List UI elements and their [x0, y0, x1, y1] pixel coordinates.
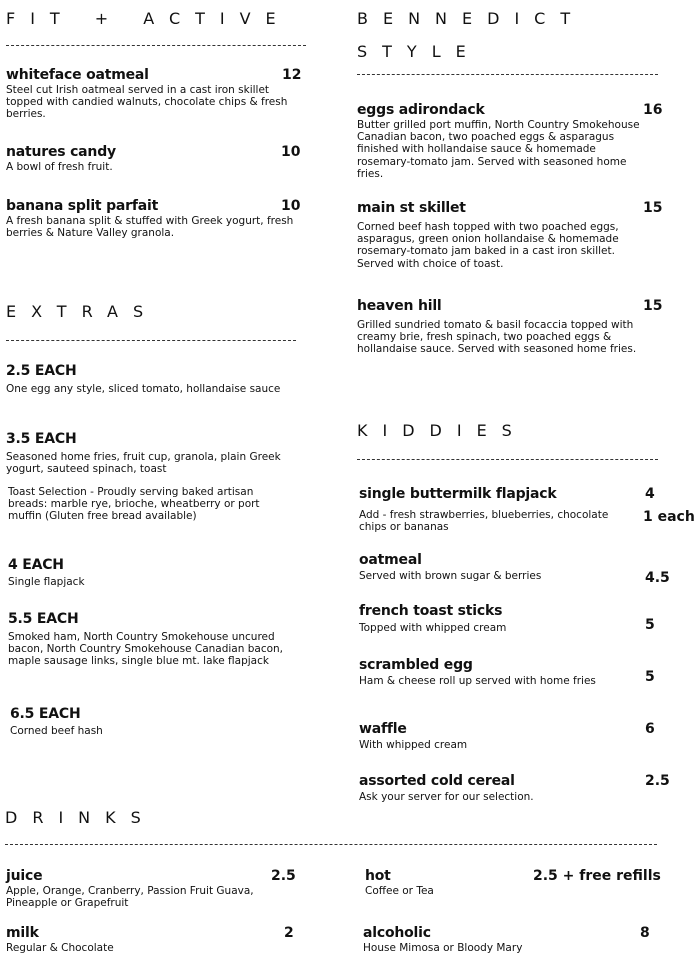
section-divider — [6, 45, 306, 46]
item-name-french-toast-sticks: french toast sticks — [359, 603, 503, 619]
item-name-heaven-hill: heaven hill — [357, 298, 442, 314]
item-name-eggs-adirondack: eggs adirondack — [357, 102, 485, 118]
item-desc-whiteface-oatmeal: Steel cut Irish oatmeal served in a cast iron skillet topped with candied walnuts, chocolate chips & fresh berries. — [6, 84, 288, 121]
item-name-assorted-cold-cereal: assorted cold cereal — [359, 773, 515, 789]
item-name-banana-split-parfait: banana split parfait — [6, 198, 159, 214]
section-title-extras: EXTRAS — [6, 302, 159, 321]
extras-desc-toast-selection: Toast Selection - Proudly serving baked artisan breads: marble rye, brioche, wheatberry or port muffin (Gluten free bread available) — [8, 486, 260, 523]
extras-desc-6-5: Corned beef hash — [10, 725, 103, 737]
item-price-flapjack-addon: 1 each — [643, 509, 695, 525]
item-name-scrambled-egg: scrambled egg — [359, 657, 473, 673]
item-desc-eggs-adirondack: Butter grilled port muffin, North Country Smokehouse Canadian bacon, two poached eggs & asparagus finished with hollandaise sauce & homemade rosemary-tomato jam. Served with seasoned home fries. — [357, 119, 640, 180]
item-price-natures-candy: 10 — [281, 144, 301, 160]
item-desc-assorted-cold-cereal: Ask your server for our selection. — [359, 791, 534, 803]
extras-label-6-5: 6.5 EACH — [10, 706, 81, 722]
item-name-alcoholic: alcoholic — [363, 925, 431, 941]
item-price-juice: 2.5 — [271, 868, 296, 884]
item-price-waffle: 6 — [645, 721, 655, 737]
item-price-eggs-adirondack: 16 — [643, 102, 663, 118]
section-title-kiddies: KIDDIES — [357, 421, 527, 440]
item-desc-scrambled-egg: Ham & cheese roll up served with home fries — [359, 675, 596, 687]
section-title-benedict-line2: STYLE — [357, 42, 481, 61]
extras-desc-3-5: Seasoned home fries, fruit cup, granola, plain Greek yogurt, sauteed spinach, toast — [6, 451, 281, 476]
item-price-assorted-cold-cereal: 2.5 — [645, 773, 670, 789]
section-divider — [6, 340, 296, 341]
item-desc-banana-split-parfait: A fresh banana split & stuffed with Greek yogurt, fresh berries & Nature Valley granola. — [6, 215, 294, 240]
item-name-natures-candy: natures candy — [6, 144, 116, 160]
item-desc-main-st-skillet: Corned beef hash topped with two poached eggs, asparagus, green onion hollandaise & homemade rosemary-tomato jam baked in a cast iron skillet. Served with choice of toast. — [357, 221, 619, 270]
item-name-milk: milk — [6, 925, 39, 941]
item-price-french-toast-sticks: 5 — [645, 617, 655, 633]
extras-label-3-5: 3.5 EACH — [6, 431, 77, 447]
extras-desc-4: Single flapjack — [8, 576, 85, 588]
item-price-alcoholic: 8 — [640, 925, 650, 941]
item-desc-single-buttermilk-flapjack: Add - fresh strawberries, blueberries, chocolate chips or bananas — [359, 509, 609, 534]
section-title-fit-active: FIT + ACTIVE — [6, 9, 291, 28]
item-price-heaven-hill: 15 — [643, 298, 663, 314]
item-desc-milk: Regular & Chocolate — [6, 942, 114, 954]
item-name-juice: juice — [6, 868, 43, 884]
item-price-whiteface-oatmeal: 12 — [282, 67, 302, 83]
item-price-scrambled-egg: 5 — [645, 669, 655, 685]
item-desc-natures-candy: A bowl of fresh fruit. — [6, 161, 113, 173]
item-price-hot: 2.5 + free refills — [533, 868, 661, 884]
item-desc-juice: Apple, Orange, Cranberry, Passion Fruit Guava, Pineapple or Grapefruit — [6, 885, 254, 910]
section-divider — [5, 844, 657, 845]
extras-desc-5-5: Smoked ham, North Country Smokehouse uncured bacon, North Country Smokehouse Canadian bacon, maple sausage links, single blue mt. lake flapjack — [8, 631, 284, 668]
extras-label-5-5: 5.5 EACH — [8, 611, 79, 627]
section-title-benedict-line1: BENNEDICT — [357, 9, 586, 28]
section-title-drinks: DRINKS — [5, 808, 156, 827]
item-name-single-buttermilk-flapjack: single buttermilk flapjack — [359, 486, 557, 502]
item-desc-alcoholic: House Mimosa or Bloody Mary — [363, 942, 523, 954]
item-name-kids-oatmeal: oatmeal — [359, 552, 422, 568]
extras-desc-2-5: One egg any style, sliced tomato, hollandaise sauce — [6, 383, 281, 395]
item-desc-heaven-hill: Grilled sundried tomato & basil focaccia topped with creamy brie, fresh spinach, two poached eggs & hollandaise sauce. Served with seasoned home fries. — [357, 319, 637, 356]
item-price-single-buttermilk-flapjack: 4 — [645, 486, 655, 502]
section-divider — [357, 459, 658, 460]
item-price-kids-oatmeal: 4.5 — [645, 570, 670, 586]
section-divider — [357, 74, 658, 75]
extras-label-4: 4 EACH — [8, 557, 64, 573]
item-name-main-st-skillet: main st skillet — [357, 200, 466, 216]
item-price-main-st-skillet: 15 — [643, 200, 663, 216]
item-desc-hot: Coffee or Tea — [365, 885, 434, 897]
item-price-banana-split-parfait: 10 — [281, 198, 301, 214]
item-name-waffle: waffle — [359, 721, 407, 737]
item-desc-waffle: With whipped cream — [359, 739, 468, 751]
item-desc-french-toast-sticks: Topped with whipped cream — [359, 622, 507, 634]
item-name-hot: hot — [365, 868, 391, 884]
item-name-whiteface-oatmeal: whiteface oatmeal — [6, 67, 149, 83]
item-price-milk: 2 — [284, 925, 294, 941]
extras-label-2-5: 2.5 EACH — [6, 363, 77, 379]
item-desc-kids-oatmeal: Served with brown sugar & berries — [359, 570, 542, 582]
